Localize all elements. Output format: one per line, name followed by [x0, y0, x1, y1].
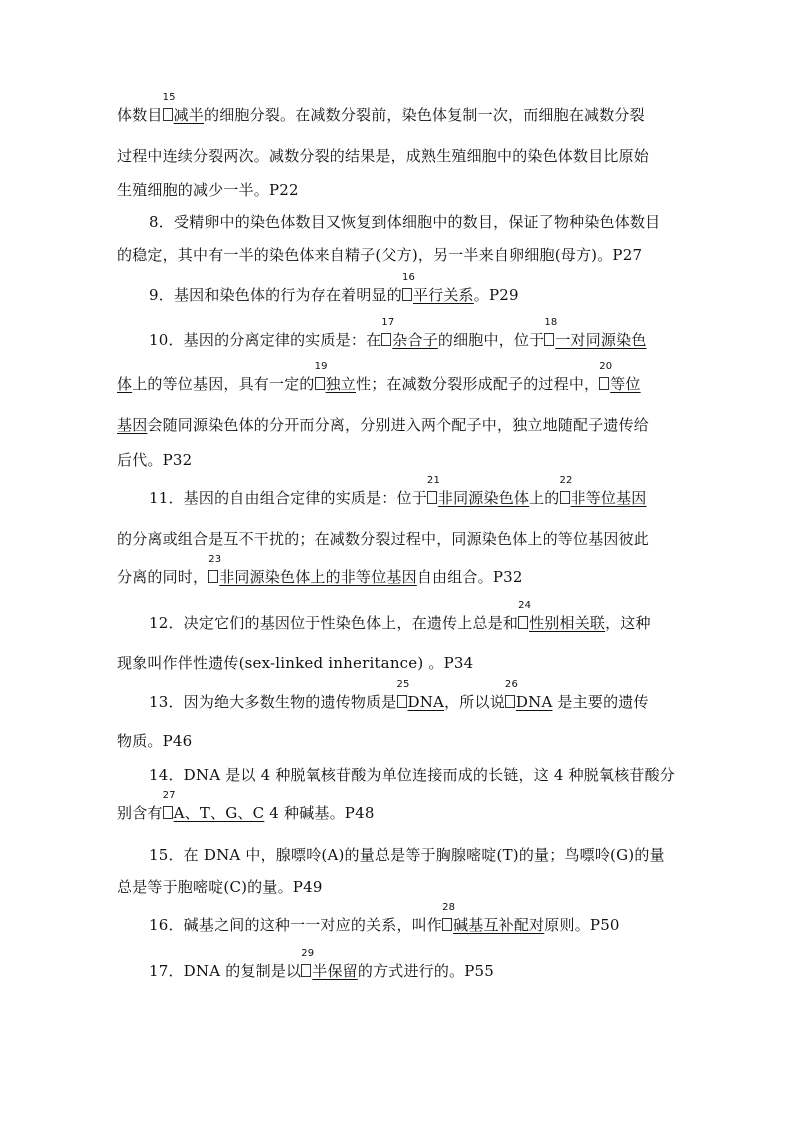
blank-number: 17	[381, 317, 395, 328]
text-line: 体上的等位基因，具有一定的 19 独立性；在减数分裂形成配子的过程中， 20 等位	[117, 361, 641, 393]
text-line: 14．DNA 是以 4 种脱氧核苷酸为单位连接而成的长链，这 4 种脱氧核苷酸分	[149, 766, 676, 784]
text-line: 总是等于胞嘧啶(C)的量。P49	[117, 878, 323, 896]
answer-text: 减半	[173, 106, 205, 124]
answer-blank	[544, 317, 647, 350]
text-line: 现象叫作伴性遗传(sex-linked inheritance) 。P34	[117, 654, 474, 672]
blank-number: 25	[396, 679, 410, 690]
text-line: 别含有 27 A、T、G、C 4 种碱基。P48	[117, 790, 375, 822]
answer-blank	[396, 679, 445, 712]
text-line: 基因会随同源染色体的分开而分离，分别进入两个配子中，独立地随配子遗传给	[117, 416, 650, 434]
text-line: 分离的同时， 23 非同源染色体上的非等位基因自由组合。P32	[117, 554, 523, 586]
text-line: 13．因为绝大多数生物的遗传物质是 25 DNA，所以说 26 DNA 是主要的遗传	[149, 679, 649, 711]
answer-text: 平行关系	[412, 286, 474, 304]
answer-blank	[504, 679, 553, 712]
answer-blank	[314, 361, 357, 394]
answer-box-icon	[518, 616, 528, 629]
answer-box-icon	[381, 333, 391, 346]
answer-box-icon	[560, 491, 570, 504]
answer-text: 等位	[610, 375, 641, 393]
text-line: 的分离或组合是互不干扰的；在减数分裂过程中，同源染色体上的等位基因彼此	[117, 530, 650, 548]
answer-blank	[401, 272, 474, 305]
answer-blank	[162, 92, 205, 125]
blank-number: 16	[401, 272, 416, 283]
answer-text: 非同源染色体	[437, 489, 530, 507]
text-line: 17．DNA 的复制是以 29 半保留的方式进行的。P55	[149, 948, 495, 980]
answer-box-icon	[208, 570, 218, 583]
answer-box-icon	[505, 695, 515, 708]
text-line: 15．在 DNA 中，腺嘌呤(A)的量总是等于胸腺嘧啶(T)的量；鸟嘌呤(G)的量	[149, 846, 665, 864]
text-line: 生殖细胞的减少一半。P22	[117, 181, 299, 199]
text-line: 8．受精卵中的染色体数目又恢复到体细胞中的数目，保证了物种染色体数目	[149, 213, 661, 231]
text-line: 的稳定，其中有一半的染色体来自精子(父方)，另一半来自卵细胞(母方)。P27	[117, 246, 643, 264]
answer-blank	[381, 317, 438, 350]
blank-number: 19	[314, 361, 328, 372]
text-line: 后代。P32	[117, 451, 193, 469]
answer-text: 基因	[117, 416, 148, 434]
blank-number: 18	[544, 317, 558, 328]
answer-text: DNA	[407, 693, 445, 711]
answer-blank	[162, 790, 265, 823]
answer-blank	[599, 361, 641, 394]
answer-box-icon	[442, 918, 452, 931]
blank-number: 20	[599, 361, 613, 372]
answer-text: 一对同源染色	[555, 331, 647, 349]
blank-number: 24	[518, 600, 532, 611]
text-line: 过程中连续分裂两次。减数分裂的结果是，成熟生殖细胞中的染色体数目比原始	[117, 147, 650, 165]
answer-text: 体	[117, 375, 133, 393]
answer-blank	[518, 600, 606, 633]
blank-number: 15	[162, 92, 176, 103]
answer-blank	[426, 475, 530, 508]
answer-box-icon	[599, 377, 609, 390]
blank-number: 22	[559, 475, 573, 486]
answer-box-icon	[397, 695, 407, 708]
answer-text: 非等位基因	[570, 489, 647, 507]
answer-text: 杂合子	[392, 331, 438, 349]
answer-text: 半保留	[312, 962, 358, 980]
answer-text: DNA	[515, 693, 553, 711]
text-line: 11．基因的自由组合定律的实质是：位于 21 非同源染色体上的 22 非等位基因	[149, 475, 647, 507]
text-line: 物质。P46	[117, 732, 193, 750]
answer-box-icon	[544, 333, 554, 346]
blank-number: 29	[301, 948, 315, 959]
answer-box-icon	[427, 491, 437, 504]
answer-blank	[559, 475, 647, 508]
text-line: 16．碱基之间的这种一一对应的关系，叫作 28 碱基互补配对原则。P50	[149, 902, 620, 934]
blank-number: 27	[162, 790, 176, 801]
answer-text: 非同源染色体上的非等位基因	[219, 568, 417, 586]
blank-number: 26	[504, 679, 519, 690]
text-line: 10．基因的分离定律的实质是：在 17 杂合子的细胞中，位于 18 一对同源染色	[149, 317, 647, 349]
text-line: 9．基因和染色体的行为存在着明显的 16 平行关系。P29	[149, 272, 519, 304]
answer-box-icon	[315, 377, 325, 390]
text-line: 体数目 15 减半的细胞分裂。在减数分裂前，染色体复制一次，而细胞在减数分裂	[117, 92, 645, 124]
blank-number: 28	[442, 902, 456, 913]
answer-blank	[442, 902, 545, 935]
blank-number: 21	[426, 475, 441, 486]
blank-number: 23	[208, 554, 222, 565]
answer-box-icon	[163, 108, 173, 121]
answer-box-icon	[301, 964, 311, 977]
answer-box-icon	[402, 288, 412, 301]
answer-box-icon	[163, 806, 173, 819]
answer-text: 碱基互补配对	[453, 916, 545, 934]
answer-text: 独立	[325, 375, 357, 393]
answer-blank	[301, 948, 358, 981]
text-line: 12．决定它们的基因位于性染色体上，在遗传上总是和 24 性别相关联，这种	[149, 600, 651, 632]
answer-text: 性别相关联	[529, 614, 606, 632]
answer-text: A、T、G、C	[173, 804, 265, 822]
